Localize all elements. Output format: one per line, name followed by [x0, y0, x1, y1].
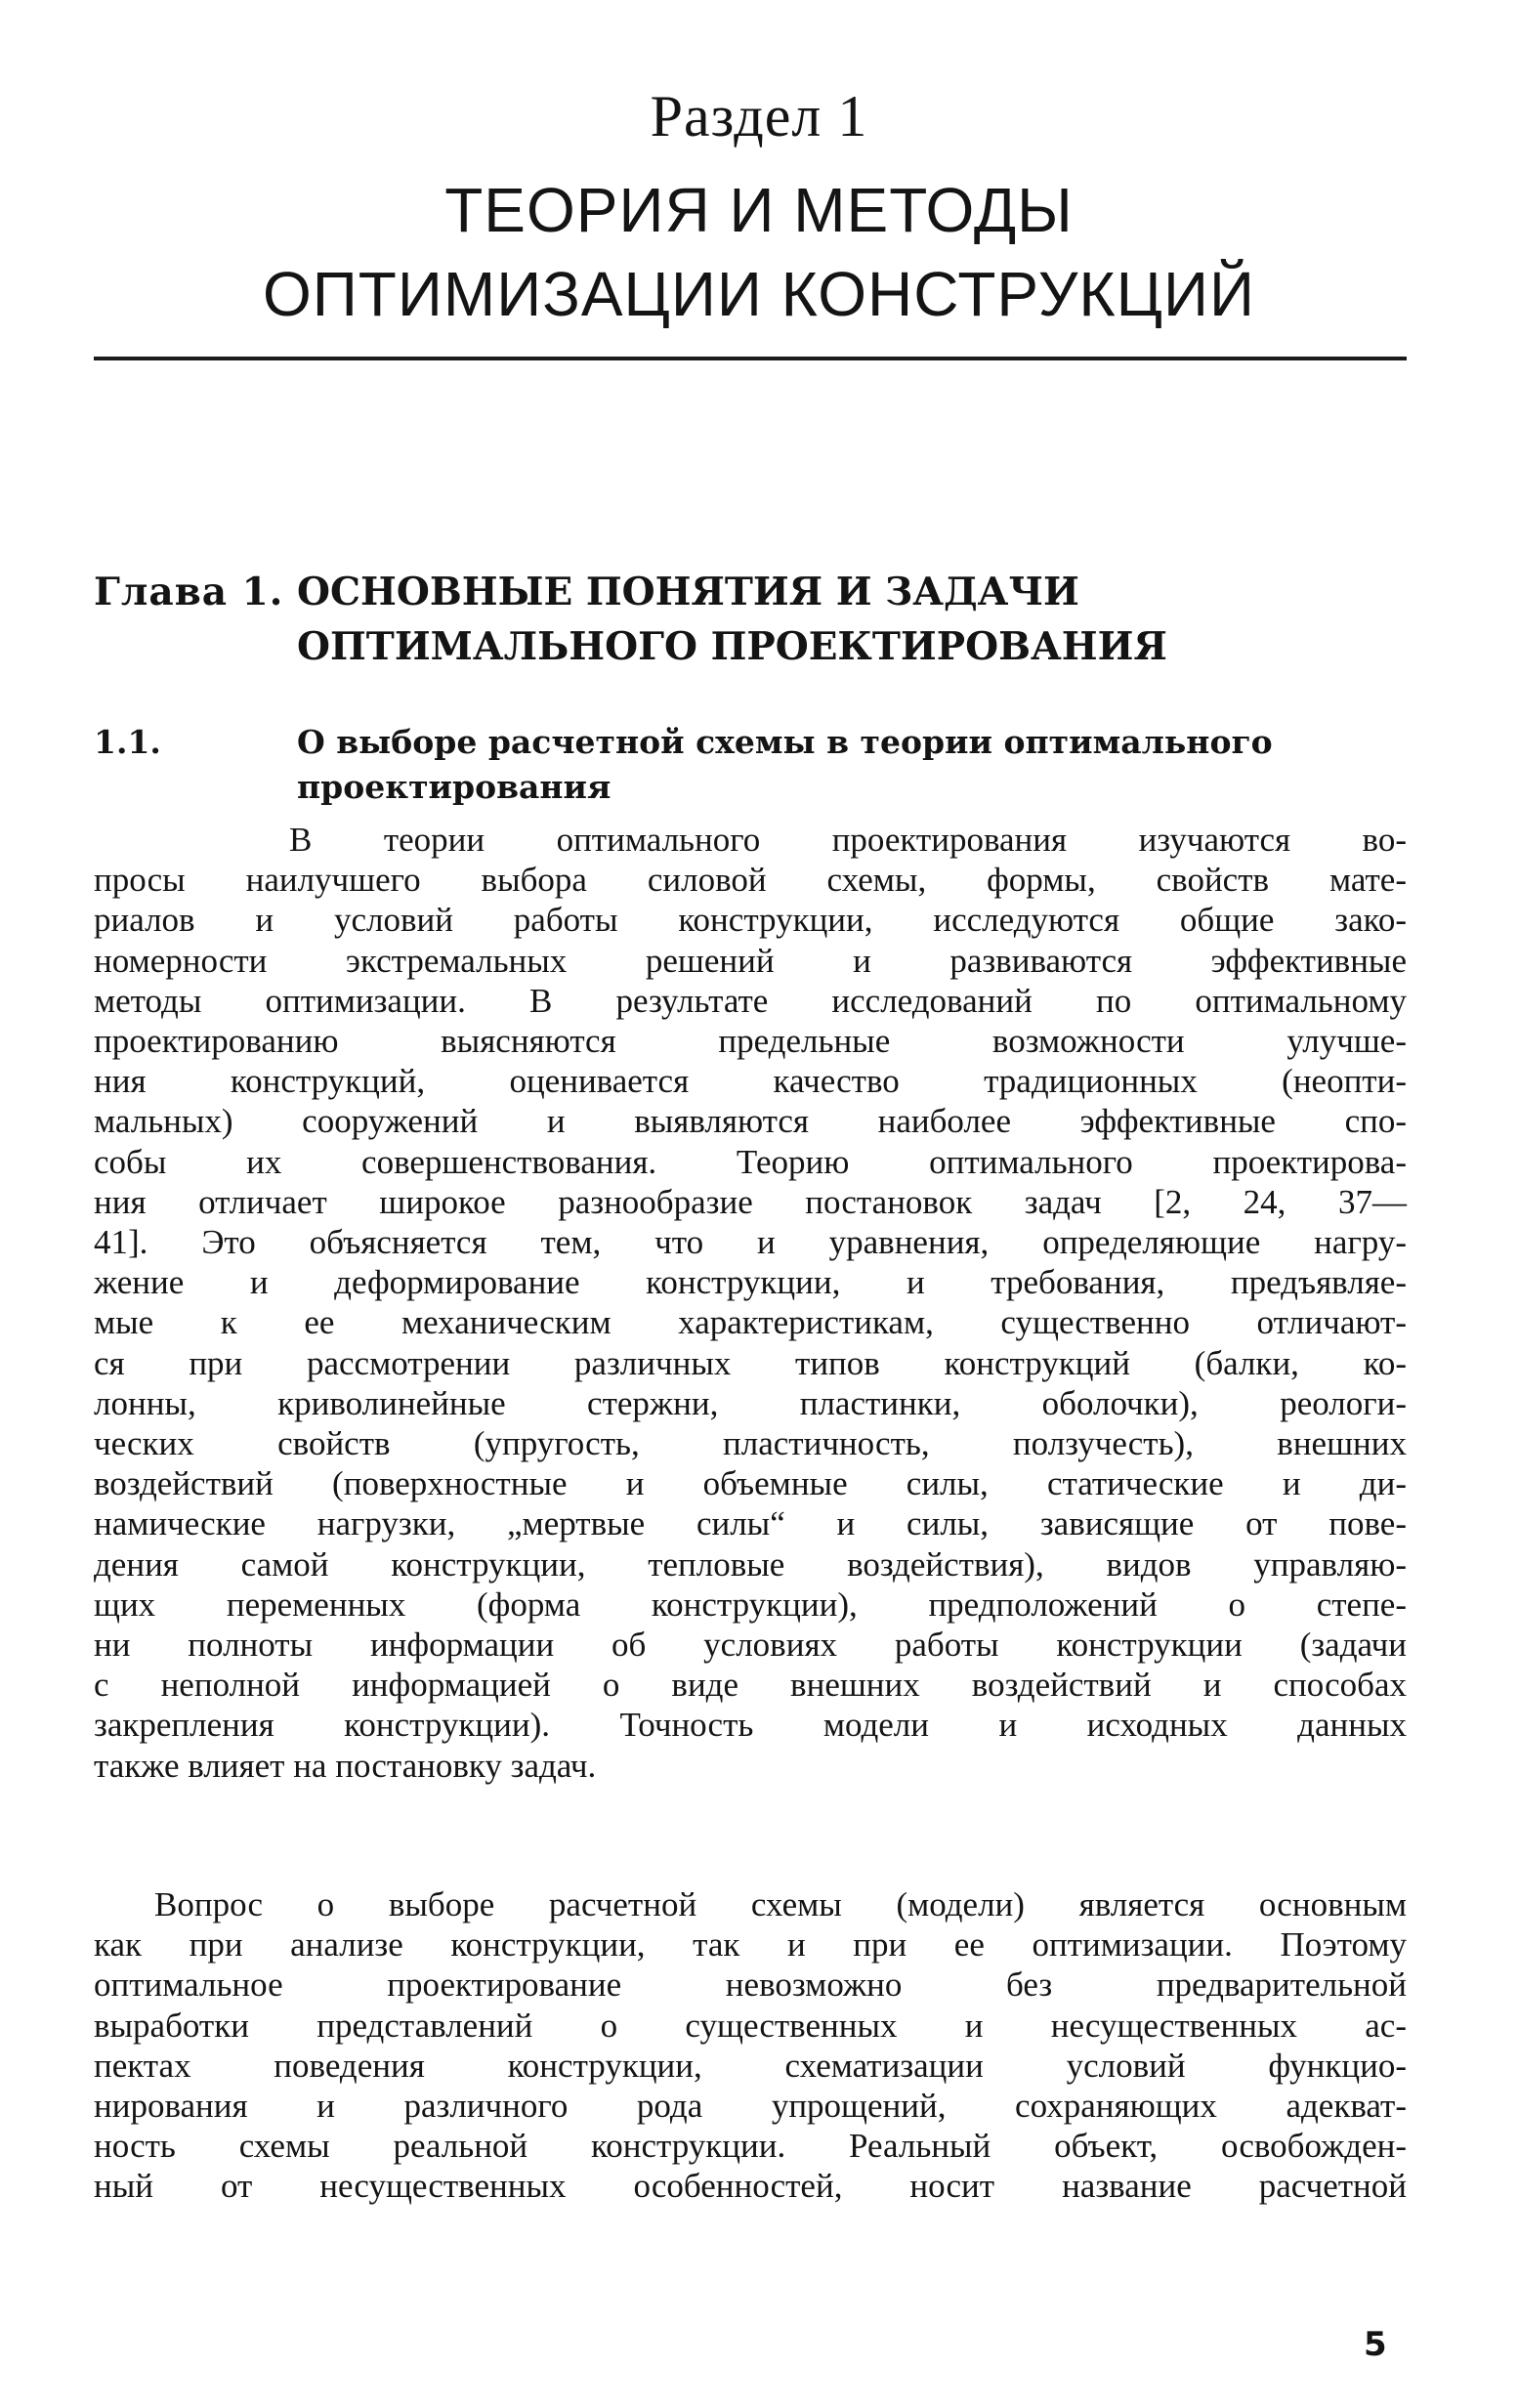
- text-line: 41]. Это объясняется тем, что и уравнения, определяющие нагру-: [94, 1223, 1407, 1262]
- text-line: лонны, криволинейные стержни, пластинки, оболочки), реологи-: [94, 1383, 1407, 1422]
- text-line: воздействий (поверхностные и объемные силы, статические и ди-: [94, 1464, 1407, 1503]
- chapter-number: Глава 1.: [94, 570, 284, 614]
- chapter-title: ОСНОВНЫЕ ПОНЯТИЯ И ЗАДАЧИ ОПТИМАЛЬНОГО ПРОЕКТИРОВАНИЯ: [297, 570, 1167, 669]
- text-line: также влияет на постановку задач.: [94, 1746, 597, 1785]
- text-line: мые к ее механическим характеристикам, существенно отличают-: [94, 1303, 1407, 1342]
- text-line: выработки представлений о существенных и несущественных ас-: [94, 2006, 1407, 2045]
- text-line: мальных) сооружений и выявляются наиболее эффективные спо-: [94, 1102, 1407, 1141]
- paragraph-number: 1.1.: [94, 723, 161, 761]
- section-title: [0, 168, 1518, 336]
- paragraph-title: О выборе расчетной схемы в теории оптимального проектирования: [297, 723, 1273, 806]
- text-line: пектах поведения конструкции, схематизации условий функцио-: [94, 2046, 1407, 2085]
- text-line: жение и деформирование конструкции, и требования, предъявляе-: [94, 1263, 1407, 1302]
- text-line: ность схемы реальной конструкции. Реальный объект, освобожден-: [94, 2127, 1407, 2166]
- text-line: с неполной информацией о виде внешних воздействий и способах: [94, 1666, 1407, 1705]
- text-line: собы их совершенствования. Теорию оптимального проектирова-: [94, 1142, 1407, 1181]
- text-line: дения самой конструкции, тепловые воздействия), видов управляю-: [94, 1544, 1407, 1584]
- text-line: ни полноты информации об условиях работы конструкции (задачи: [94, 1626, 1407, 1665]
- text-line: как при анализе конструкции, так и при ее оптимизации. Поэтому: [94, 1925, 1407, 1964]
- section-divider: [94, 357, 1407, 360]
- text-line: номерности экстремальных решений и развиваются эффективные: [94, 941, 1407, 980]
- text-line: Вопрос о выборе расчетной схемы (модели) является основным: [154, 1885, 1407, 1923]
- text-line: ся при рассмотрении различных типов конструкций (балки, ко-: [94, 1343, 1407, 1382]
- text-line: намические нагрузки, „мертвые силы“ и силы, зависящие от пове-: [94, 1504, 1407, 1543]
- text-line: ческих свойств (упругость, пластичность, ползучесть), внешних: [94, 1424, 1407, 1463]
- text-line: закрепления конструкции). Точность модели и исходных данных: [94, 1706, 1407, 1745]
- page-number: 5: [1364, 2325, 1387, 2364]
- text-line: ния конструкций, оценивается качество традиционных (неопти-: [94, 1062, 1407, 1101]
- text-line: просы наилучшего выбора силовой схемы, формы, свойств мате-: [94, 861, 1407, 900]
- body-paragraph-1: [94, 820, 1407, 1786]
- section-label: Раздел 1: [650, 84, 868, 148]
- text-line: ный от несущественных особенностей, носит название расчетной: [94, 2167, 1407, 2206]
- text-line: щих переменных (форма конструкции), предположений о степе-: [94, 1584, 1407, 1624]
- text-line: методы оптимизации. В результате исследований по оптимальному: [94, 981, 1407, 1020]
- text-line: нирования и различного рода упрощений, сохраняющих адекват-: [94, 2087, 1407, 2126]
- text-line: проектированию выясняются предельные возможности улучше-: [94, 1022, 1407, 1061]
- text-line: риалов и условий работы конструкции, исследуются общие зако-: [94, 901, 1407, 940]
- section-title-line-2: ОПТИМИЗАЦИИ КОНСТРУКЦИЙ: [263, 259, 1255, 329]
- body-paragraph-2: [94, 1884, 1407, 2207]
- text-line: ния отличает широкое разнообразие постановок задач [2, 24, 37—: [94, 1182, 1407, 1221]
- text-line: оптимальное проектирование невозможно без предварительной: [94, 1965, 1407, 2005]
- text-line: В теории оптимального проектирования изучаются во-: [289, 821, 1407, 859]
- section-title-line-1: ТЕОРИЯ И МЕТОДЫ: [444, 175, 1074, 245]
